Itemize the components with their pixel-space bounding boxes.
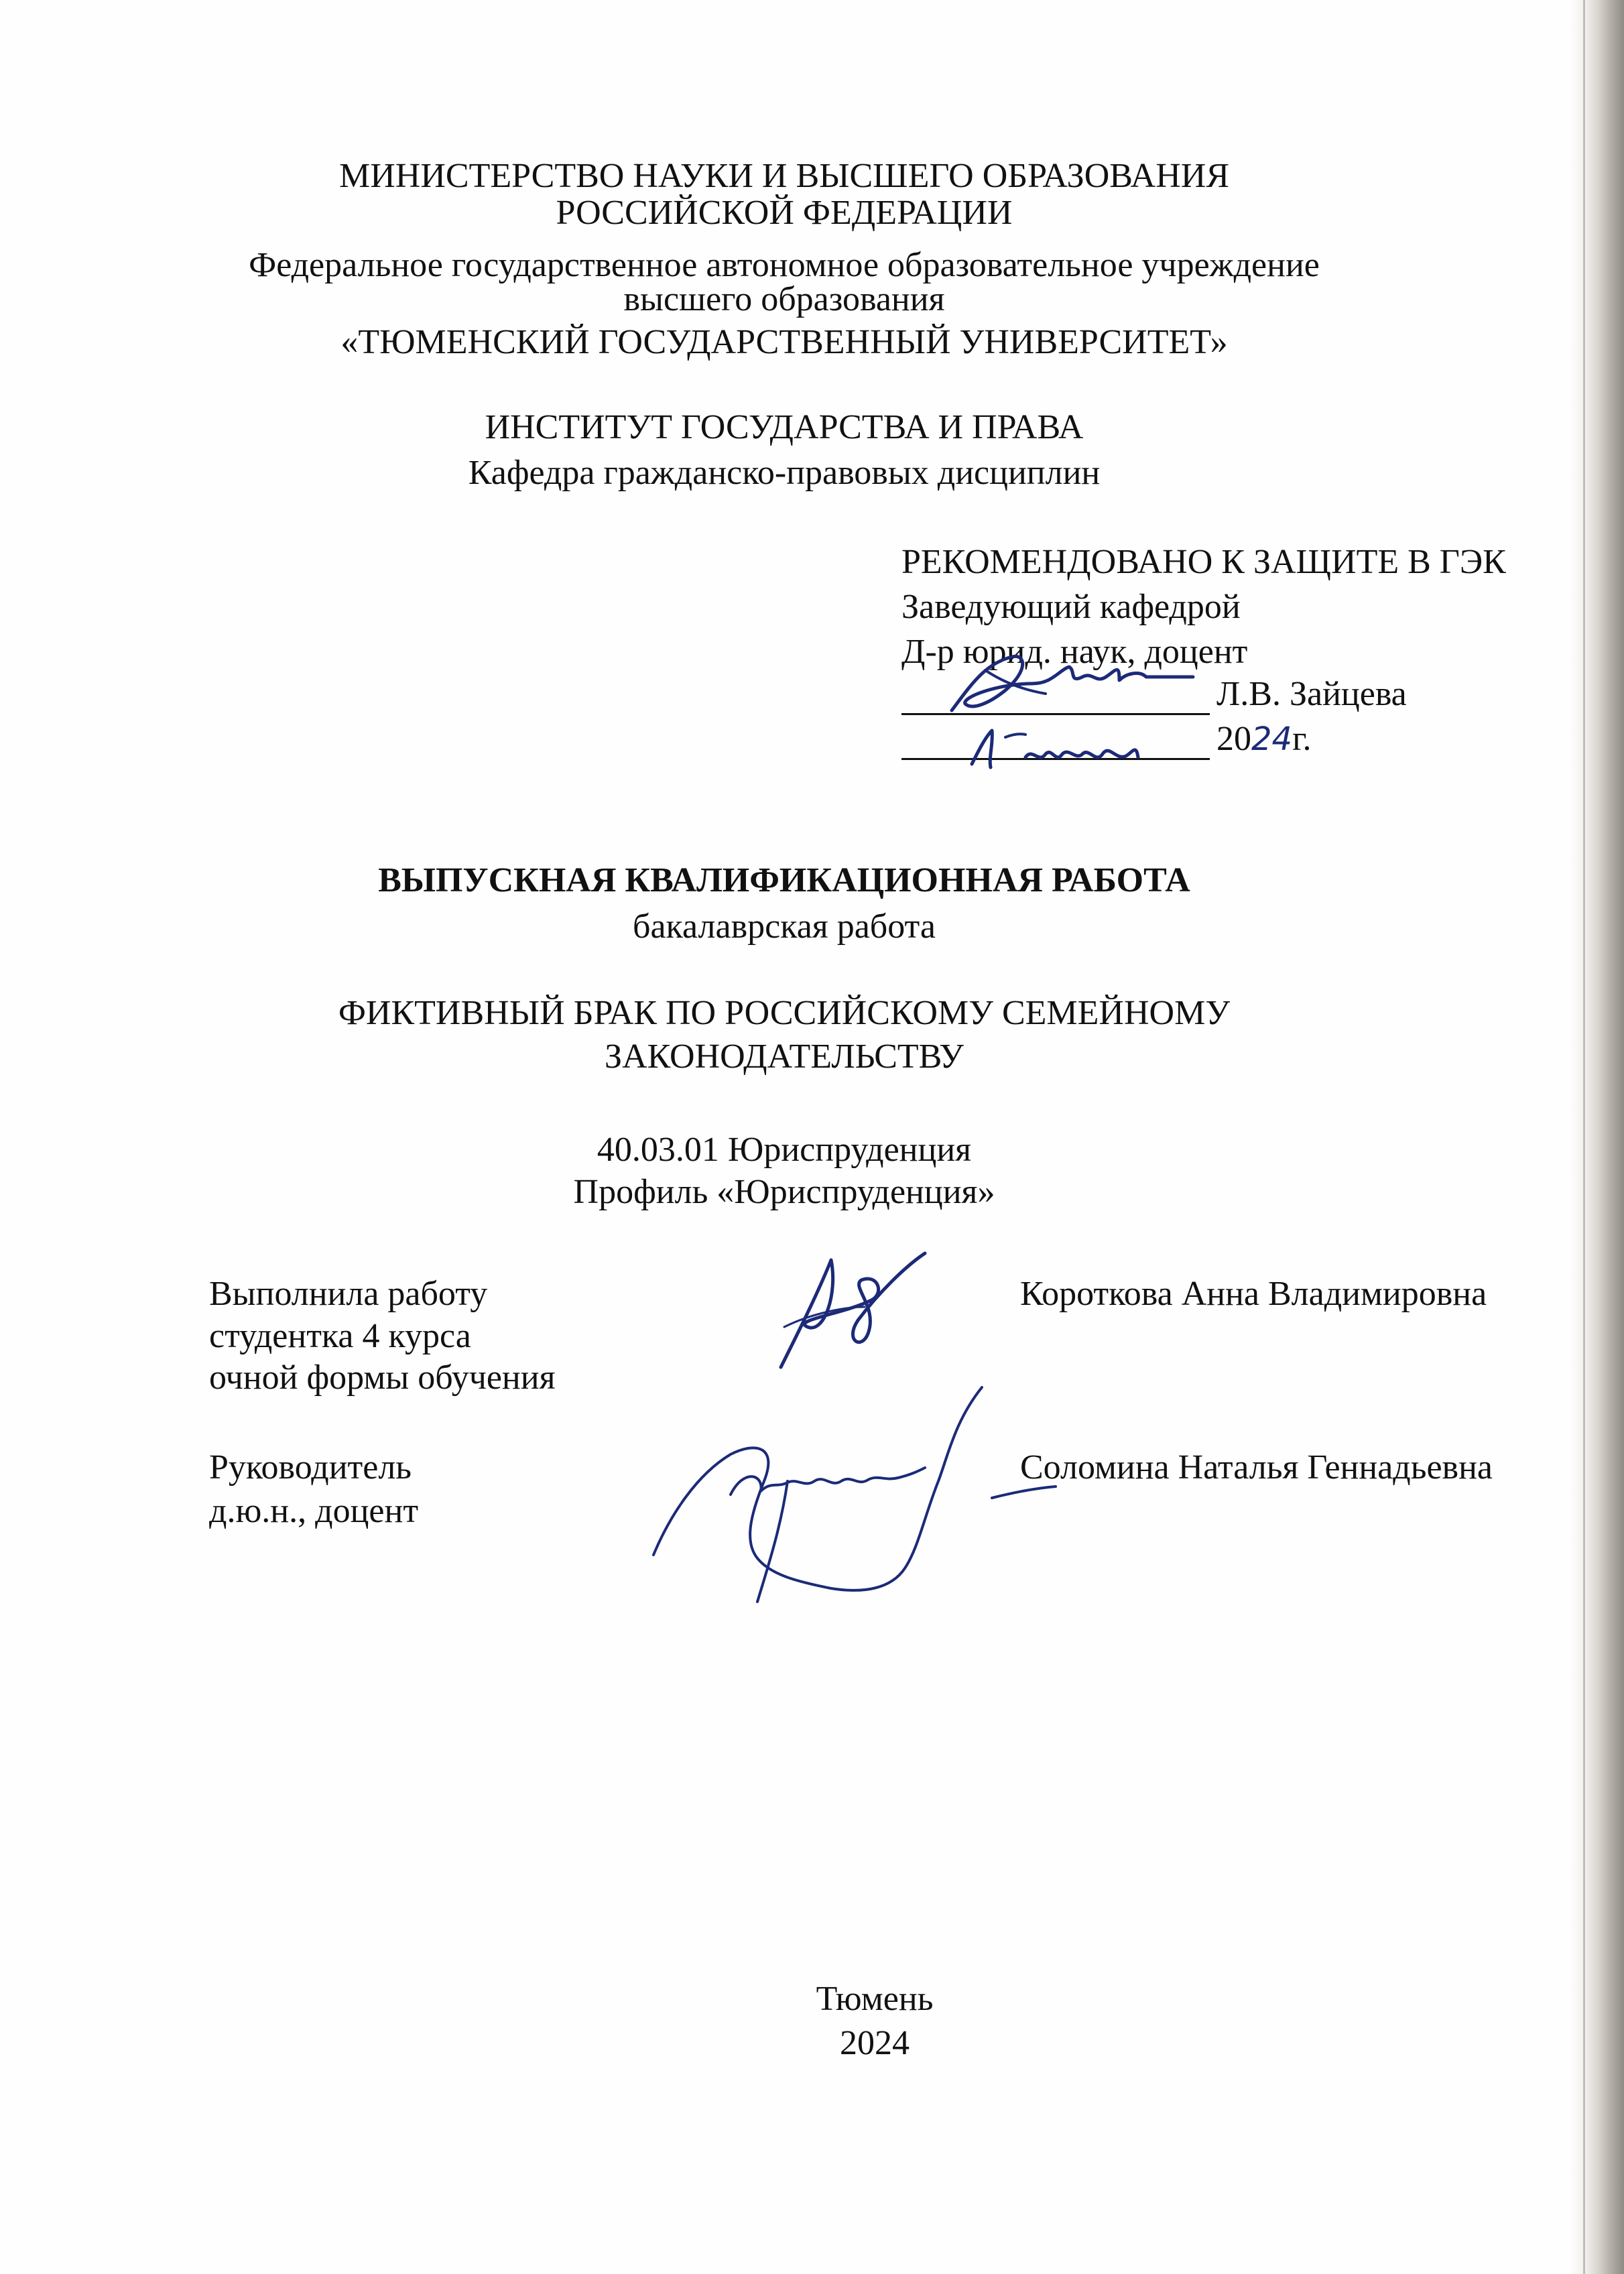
- specialty: 40.03.01 Юриспруденция: [597, 1131, 972, 1169]
- author-signature-icon: [744, 1240, 938, 1374]
- author-label-3: очной формы обучения: [209, 1359, 556, 1397]
- author-label-1: Выполнила работу: [209, 1275, 488, 1313]
- approval-year: [1216, 718, 1312, 760]
- approval-name: Л.В. Зайцева: [1216, 675, 1407, 713]
- year: 2024: [840, 2024, 910, 2062]
- supervisor-name: Соломина Наталья Геннадьевна: [1020, 1448, 1493, 1487]
- institute-name: ИНСТИТУТ ГОСУДАРСТВА И ПРАВА: [485, 408, 1084, 446]
- supervisor-signature-icon: [643, 1381, 1059, 1608]
- year-suffix-handwritten: 24: [1251, 720, 1293, 758]
- ministry-line-2: РОССИЙСКОЙ ФЕДЕРАЦИИ: [556, 194, 1013, 232]
- year-unit: г.: [1292, 720, 1312, 758]
- year-prefix: 20: [1216, 720, 1251, 758]
- approval-position: Заведующий кафедрой: [901, 588, 1241, 626]
- page-edge-shadow: [1568, 0, 1624, 2274]
- work-title-line-1: ФИКТИВНЫЙ БРАК ПО РОССИЙСКОМУ СЕМЕЙНОМУ: [338, 994, 1231, 1032]
- approval-degree: Д-р юрид. наук, доцент: [901, 633, 1248, 671]
- supervisor-label-2: д.ю.н., доцент: [209, 1492, 419, 1530]
- institution-line-2: высшего образования: [623, 280, 945, 318]
- department-name: Кафедра гражданско-правовых дисциплин: [468, 454, 1101, 492]
- profile: Профиль «Юриспруденция»: [573, 1173, 995, 1211]
- work-type: ВЫПУСКНАЯ КВАЛИФИКАЦИОННАЯ РАБОТА: [378, 861, 1190, 899]
- approval-title: РЕКОМЕНДОВАНО К ЗАЩИТЕ В ГЭК: [901, 543, 1506, 581]
- city: Тюмень: [816, 1980, 934, 2018]
- work-title-line-2: ЗАКОНОДАТЕЛЬСТВУ: [605, 1037, 964, 1076]
- page-edge-line: [1583, 0, 1585, 2274]
- institution-line-1: Федеральное государственное автономное образовательное учреждение: [249, 246, 1320, 284]
- work-subtype: бакалаврская работа: [633, 907, 936, 946]
- university-name: «ТЮМЕНСКИЙ ГОСУДАРСТВЕННЫЙ УНИВЕРСИТЕТ»: [340, 323, 1228, 361]
- supervisor-label-1: Руководитель: [209, 1448, 412, 1487]
- date-handwriting-icon: [952, 717, 1206, 777]
- author-name: Короткова Анна Владимировна: [1020, 1275, 1487, 1313]
- ministry-line-1: МИНИСТЕРСТВО НАУКИ И ВЫСШЕГО ОБРАЗОВАНИЯ: [338, 157, 1230, 195]
- author-label-2: студентка 4 курса: [209, 1317, 471, 1355]
